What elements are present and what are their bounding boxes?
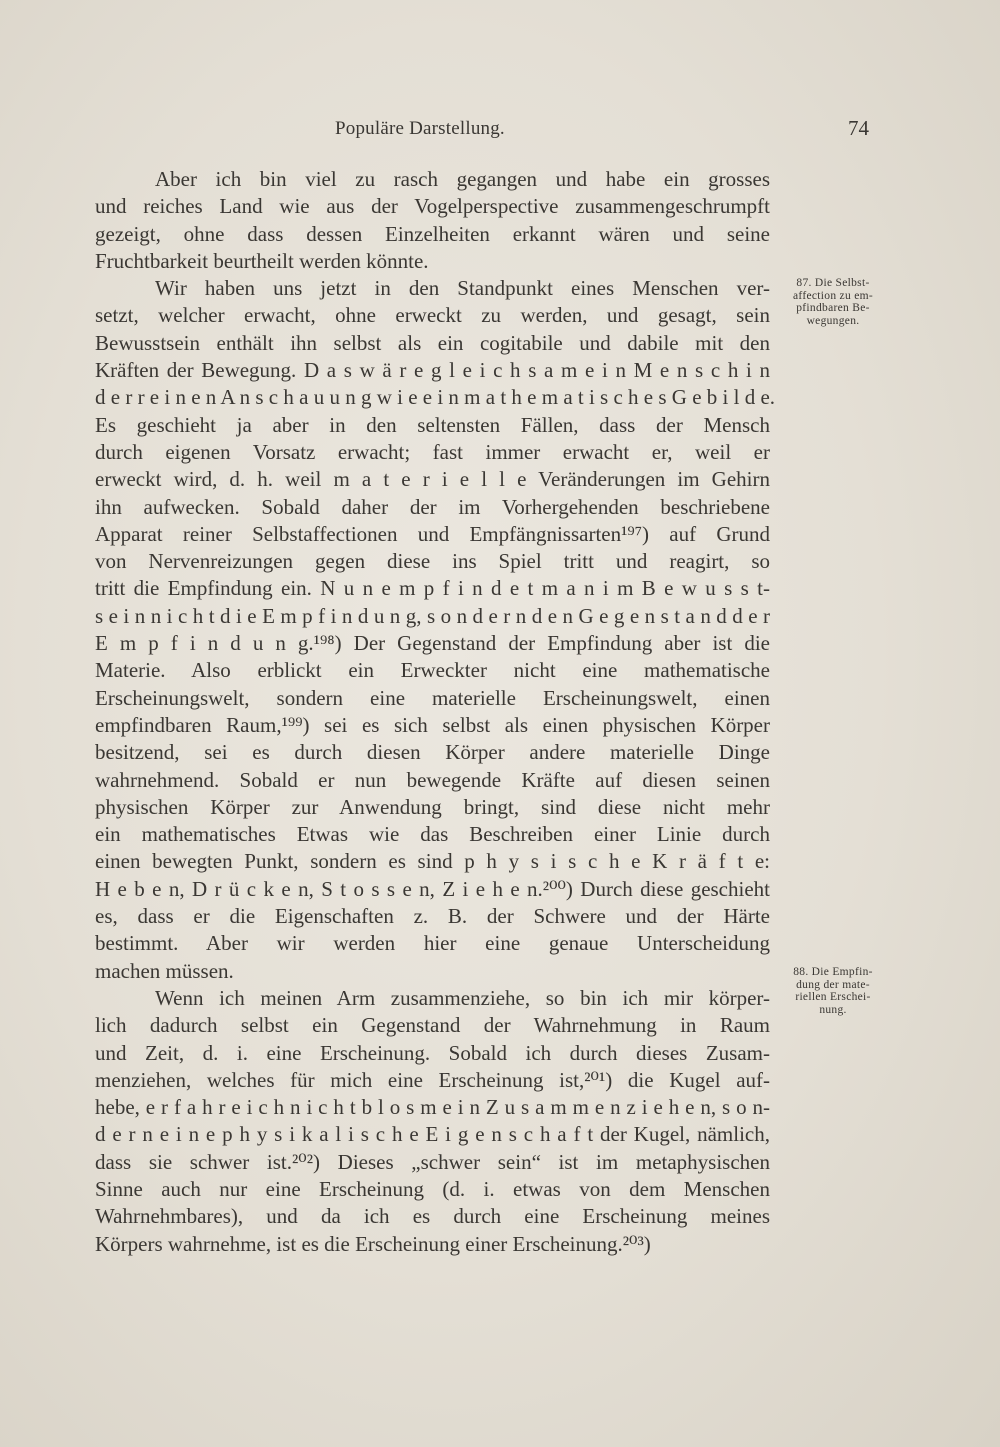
text-line: und reiches Land wie aus der Vogelperspective zusammengeschrumpft xyxy=(95,194,770,219)
text-line: bestimmt. Aber wir werden hier eine genaue Unterscheidung xyxy=(95,931,770,956)
text-line: ihn aufwecken. Sobald daher der im Vorhergehenden beschriebene xyxy=(95,494,770,519)
text-line: Es geschieht ja aber in den seltensten Fällen, dass der Mensch xyxy=(95,412,770,437)
text-line: empfindbaren Raum,¹⁹⁹) sei es sich selbst als einen physischen Körper xyxy=(95,712,770,737)
text-line: physischen Körper zur Anwendung bringt, sind diese nicht mehr xyxy=(95,794,770,819)
text-line: d e r r e i n e n A n s c h a u u n g w i e e i n m a t h e m a t i s c h e s G e b i l d e. xyxy=(95,385,776,410)
text-line: und Zeit, d. i. eine Erscheinung. Sobald ich durch dieses Zusam- xyxy=(95,1040,770,1065)
text-line: Wir haben uns jetzt in den Standpunkt eines Menschen ver- xyxy=(155,276,770,301)
text-line: gezeigt, ohne dass dessen Einzelheiten erkannt wären und seine xyxy=(95,221,770,246)
margin-note-line: 87. Die Selbst- xyxy=(796,277,870,289)
margin-note-line: dung der mate- xyxy=(796,978,870,991)
text-line: E m p f i n d u n g.¹⁹⁸) Der Gegenstand der Empfindung aber ist die xyxy=(95,631,770,656)
text-line: einen bewegten Punkt, sondern es sind p h y s i s c h e K r ä f t e: xyxy=(95,849,770,874)
margin-note-line: pfindbaren Be- xyxy=(796,302,870,314)
text-line: tritt die Empfindung ein. N u n e m p f i n d e t m a n i m B e w u s s t- xyxy=(95,576,770,601)
margin-note-line: nung. xyxy=(819,1003,847,1016)
text-line: machen müssen. xyxy=(95,958,234,983)
text-line: menziehen, welches für mich eine Erscheinung ist,²⁰¹) die Kugel auf- xyxy=(95,1067,770,1092)
body-text xyxy=(95,166,776,1258)
text-line: H e b e n, D r ü c k e n, S t o s s e n, Z i e h e n.²⁰⁰) Durch diese geschieht xyxy=(95,876,770,901)
text-line: s e i n n i c h t d i e E m p f i n d u n g, s o n d e r n d e n G e g e n s t a n d d e r xyxy=(95,603,770,628)
text-line: Wenn ich meinen Arm zusammenziehe, so bin ich mir körper- xyxy=(155,985,770,1010)
text-line: dass sie schwer ist.²⁰²) Dieses „schwer sein“ ist im metaphysischen xyxy=(95,1149,770,1174)
text-line: Kräften der Bewegung. D a s w ä r e g l e i c h s a m e i n M e n s c h i n xyxy=(95,358,770,383)
text-line: setzt, welcher erwacht, ohne erweckt zu werden, und gesagt, sein xyxy=(95,303,770,328)
text-line: von Nervenreizungen gegen diese ins Spiel tritt und reagirt, so xyxy=(95,549,770,574)
text-line: Apparat reiner Selbstaffectionen und Empfängnissarten¹⁹⁷) auf Grund xyxy=(95,521,770,546)
margin-note-line: affection zu em- xyxy=(793,289,873,302)
text-line: erweckt wird, d. h. weil m a t e r i e l l e Veränderungen im Gehirn xyxy=(95,467,770,492)
margin-note-line: riellen Erschei- xyxy=(795,991,871,1003)
text-line: Fruchtbarkeit beurtheilt werden könnte. xyxy=(95,248,429,273)
text-line: ein mathematisches Etwas wie das Beschreiben einer Linie durch xyxy=(95,822,770,847)
text-line: hebe, e r f a h r e i c h n i c h t b l o s m e i n Z u s a m m e n z i e h e n, s o n- xyxy=(95,1095,770,1120)
text-line: Sinne auch nur eine Erscheinung (d. i. etwas von dem Menschen xyxy=(95,1176,770,1201)
margin-note xyxy=(770,966,896,1016)
text-line: Erscheinungswelt, sondern eine materielle Erscheinungswelt, einen xyxy=(95,685,770,710)
margin-note-line: 88. Die Empfin- xyxy=(793,966,873,978)
text-line: besitzend, sei es durch diesen Körper andere materielle Dinge xyxy=(95,740,770,765)
margin-note-line: wegungen. xyxy=(806,314,860,327)
running-title: Populäre Darstellung. xyxy=(335,118,505,139)
margin-note xyxy=(770,277,896,327)
text-line: Wahrnehmbares), und da ich es durch eine Erscheinung meines xyxy=(95,1204,770,1229)
text-line: wahrnehmend. Sobald er nun bewegende Kräfte auf diesen seinen xyxy=(95,767,770,792)
text-line: Bewusstsein enthält ihn selbst als ein cogitabile und dabile mit den xyxy=(95,330,770,355)
page-number: 74 xyxy=(848,116,869,140)
text-line: d e r n e i n e p h y s i k a l i s c h e E i g e n s c h a f t der Kugel, nämlich, xyxy=(95,1122,770,1147)
text-line: es, dass er die Eigenschaften z. B. der Schwere und der Härte xyxy=(95,904,770,929)
text-line: Aber ich bin viel zu rasch gegangen und habe ein grosses xyxy=(155,167,770,191)
text-line: Materie. Also erblickt ein Erweckter nicht eine mathematische xyxy=(95,658,770,683)
text-line: lich dadurch selbst ein Gegenstand der Wahrnehmung in Raum xyxy=(95,1013,770,1038)
text-line: durch eigenen Vorsatz erwacht; fast immer erwacht er, weil er xyxy=(95,439,770,464)
text-line: Körpers wahrnehme, ist es die Erscheinung einer Erscheinung.²⁰³) xyxy=(95,1231,651,1256)
